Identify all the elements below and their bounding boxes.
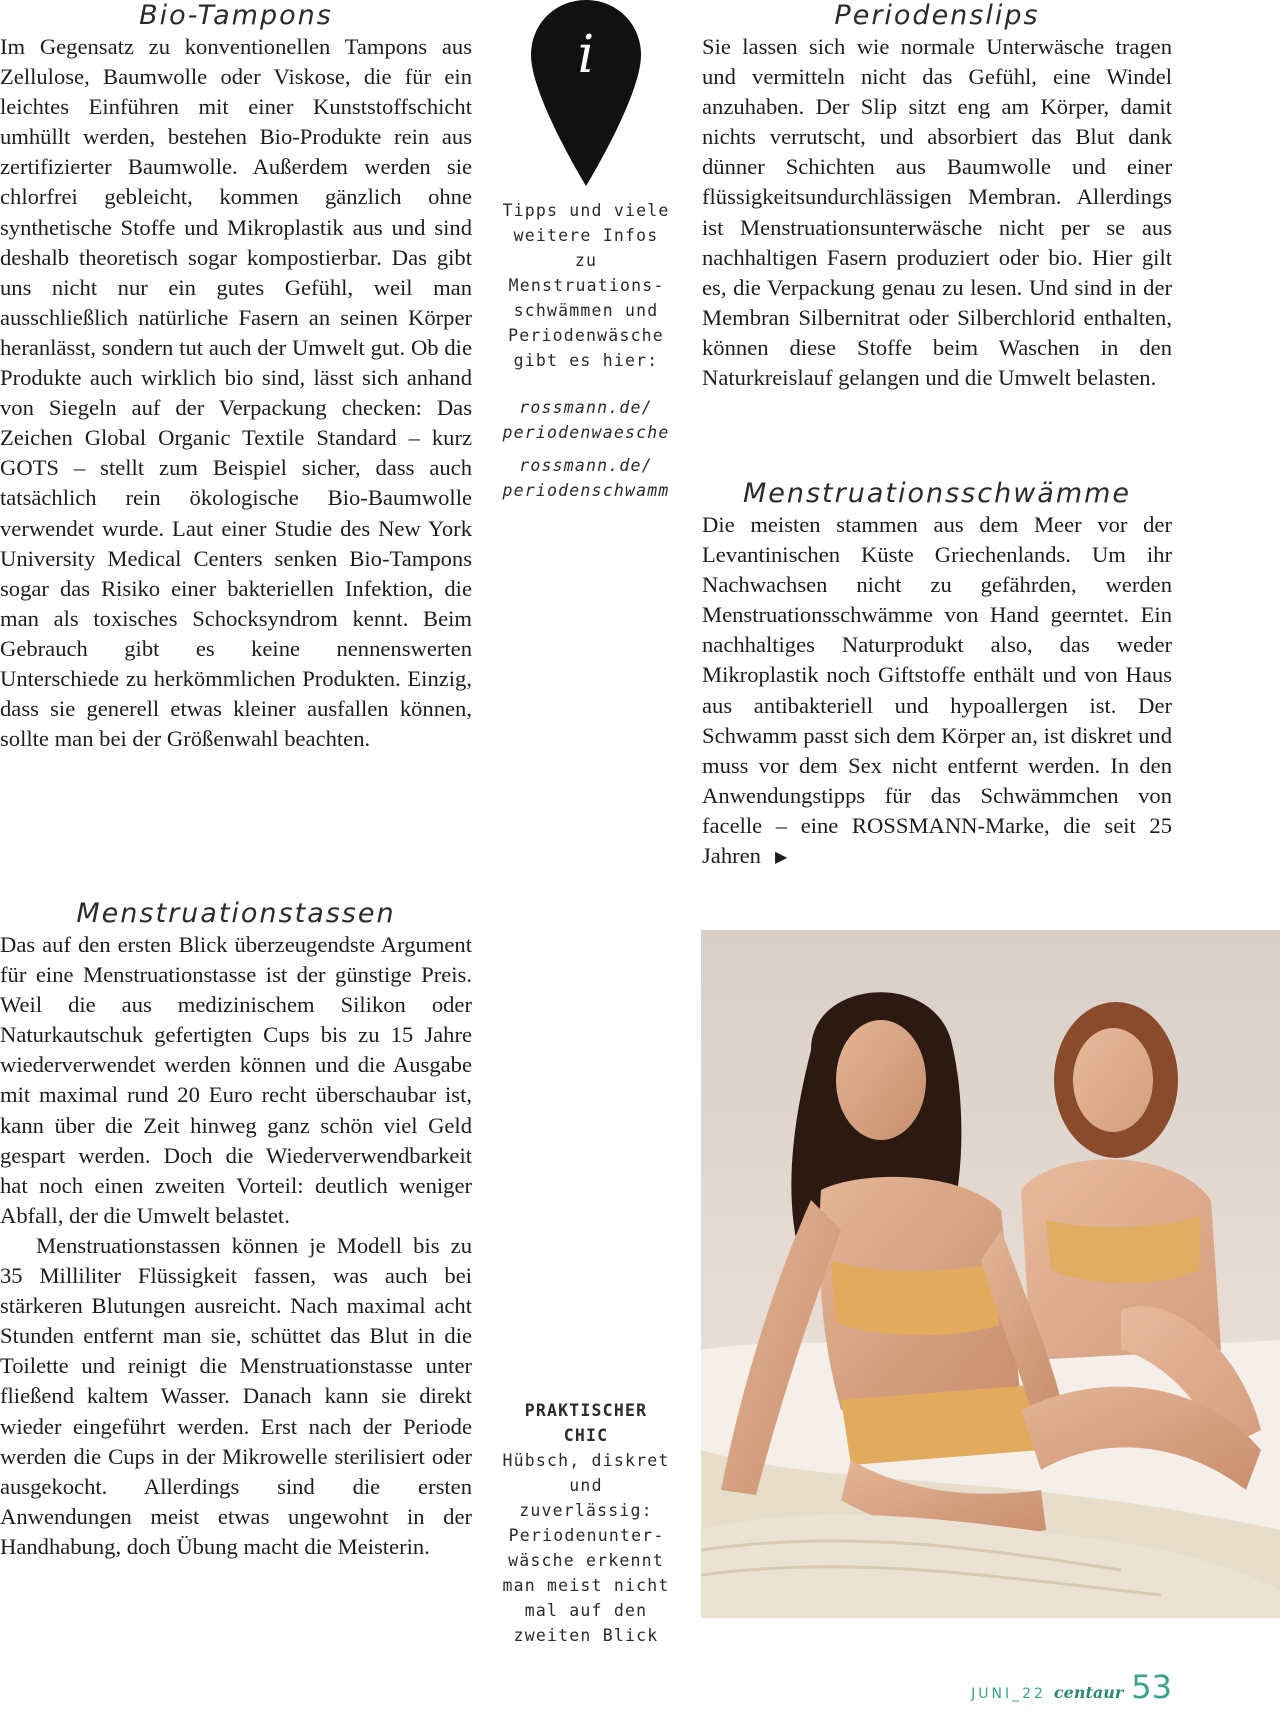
map-pin-info-icon — [531, 0, 641, 186]
section-heading-menstruationstassen: Menstruationstassen — [76, 898, 396, 929]
caption-title: PRAKTISCHER CHIC — [524, 1401, 648, 1445]
section-body-periodenslips: Sie lassen sich wie normale Unterwäsche tragen und vermitteln nicht das Gefühl, eine Windel anzuhaben. Der Slip sitzt eng am Körper, damit nichts verrutscht, und absorbiert das Blut dank dünner Schichten aus Baumwolle und einer flüssigkeitsundurchlässigen Membran. Allerdings ist Menstruationsunterwäsche nicht per se aus nachhaltigen Fasern produziert oder bio. Hier gilt es, die Verpackung genau zu lesen. Und sind in der Membran Silbernitrat oder Silberchlorid enthalten, können diese Stoffe beim Waschen in den Naturkreislauf gelangen und die Umwelt belasten. — [702, 34, 1172, 391]
caption-text: Hübsch, diskret und zuverlässig: Periodenunterwäsche erkennt man meist nicht mal auf den zweiten Blick — [502, 1451, 670, 1645]
photo-illustration — [701, 930, 1280, 1618]
continue-arrow-icon: ▶ — [774, 849, 788, 867]
section-body-menstruationstassen-1: Das auf den ersten Blick überzeugendste Argument für eine Menstruationstasse ist der günstige Preis. Weil die aus medizinischem Silikon oder Naturkautschuk gefertigten Cups bis zu 15 Jahre wiederverwendet werden können und die Ausgabe mit maximal rund 20 Euro recht überschaubar ist, kann über die Zeit hinweg ganz schön viel Geld gespart werden. Doch die Wiederverwendbarkeit hat noch einen zweiten Vorteil: deutlich weniger Abfall, der die Umwelt belastet. — [0, 932, 472, 1228]
page-number: 53 — [1131, 1668, 1172, 1706]
footer-brand: centaur — [1053, 1683, 1124, 1702]
info-link-periodenwaesche[interactable]: rossmann.de/ periodenwaesche — [502, 398, 670, 442]
menstruationsschwaemme-text: Die meisten stammen aus dem Meer vor der Levantinischen Küste Griechenlands. Um ihr Nachwachsen nicht zu gefährden, werden Menstruationsschwämme von Hand geerntet. Ein nachhaltiges Naturprodukt also, das weder Mikroplastik noch Giftstoffe enthält und von Haus aus antibakteriell und hypoallergen ist. Der Schwamm passt sich dem Körper an, ist diskret und muss vor dem Sex nicht entfernt werden. In den Anwendungstipps für das Schwämmchen von facelle – eine ROSSMANN-Marke, die seit 25 Jahren — [702, 512, 1172, 869]
article-bio-tampons — [0, 0, 472, 754]
article-menstruationsschwaemme — [702, 478, 1172, 873]
info-sidebar — [500, 0, 672, 503]
article-menstruationstassen — [0, 898, 472, 1562]
info-text: Tipps und viele weitere Infos zu Menstruationsschwämmen und Periodenwäsche gibt es hier: — [502, 201, 670, 370]
article-periodenslips — [702, 0, 1172, 393]
info-link-periodenschwamm[interactable]: rossmann.de/ periodenschwamm — [502, 456, 670, 500]
page-footer — [971, 1668, 1172, 1706]
section-body-menstruationstassen-2: Menstruationstassen können je Modell bis zu 35 Milliliter Flüssigkeit fassen, was auch bei stärkeren Blutungen ausreicht. Nach maximal acht Stunden entfernt man sie, schüttet das Blut in die Toilette und reinigt die Menstruationstasse unter fließend kaltem Wasser. Danach kann sie direkt wieder eingeführt werden. Erst nach der Periode werden die Cups in der Mikrowelle sterilisiert oder ausgekocht. Allerdings sind die ersten Anwendungen meist etwas ungewohnt in der Handhabung, doch Übung macht die Meisterin. — [0, 1232, 472, 1559]
section-body-menstruationsschwaemme — [702, 510, 1172, 873]
section-heading-periodenslips: Periodenslips — [834, 0, 1040, 31]
photo-caption — [500, 1398, 672, 1648]
section-body-bio-tampons: Im Gegensatz zu konventionellen Tampons aus Zellulose, Baumwolle oder Viskose, die für ein leichtes Einführen mit einer Kunststoffschicht umhüllt werden, bestehen Bio-Produkte rein aus zertifizierter Baumwolle. Außerdem werden sie chlorfrei gebleicht, kommen gänzlich ohne synthetische Stoffe und Mikroplastik aus und sind deshalb theoretisch sogar kompostierbar. Das gibt uns nicht nur ein gutes Gefühl, weil man ausschließlich natürliche Fasern an seinen Körper heranlässt, sondern tut auch der Umwelt gut. Ob die Produkte auch wirklich bio sind, lässt sich anhand von Siegeln auf der Verpackung checken: Das Zeichen Global Organic Textile Standard – kurz GOTS – stellt zum Beispiel sicher, dass auch tatsächlich rein ökologische Bio-Baumwolle verwendet wurde. Laut einer Studie des New York University Medical Centers senken Bio-Tampons sogar das Risiko einer bakteriellen Infektion, die man als toxisches Schocksyndrom kennt. Beim Gebrauch gibt es keine nennenswerten Unterschiede zu herkömmlichen Produkten. Einzig, dass sie generell etwas kleiner ausfallen können, sollte man bei der Größenwahl beachten. — [0, 34, 472, 752]
section-heading-menstruationsschwaemme: Menstruationsschwämme — [742, 478, 1132, 509]
section-heading-bio-tampons: Bio-Tampons — [139, 0, 333, 31]
lingerie-photo — [701, 930, 1280, 1618]
footer-issue: JUNI_22 — [971, 1686, 1046, 1702]
info-icon-letter: i — [577, 25, 595, 85]
